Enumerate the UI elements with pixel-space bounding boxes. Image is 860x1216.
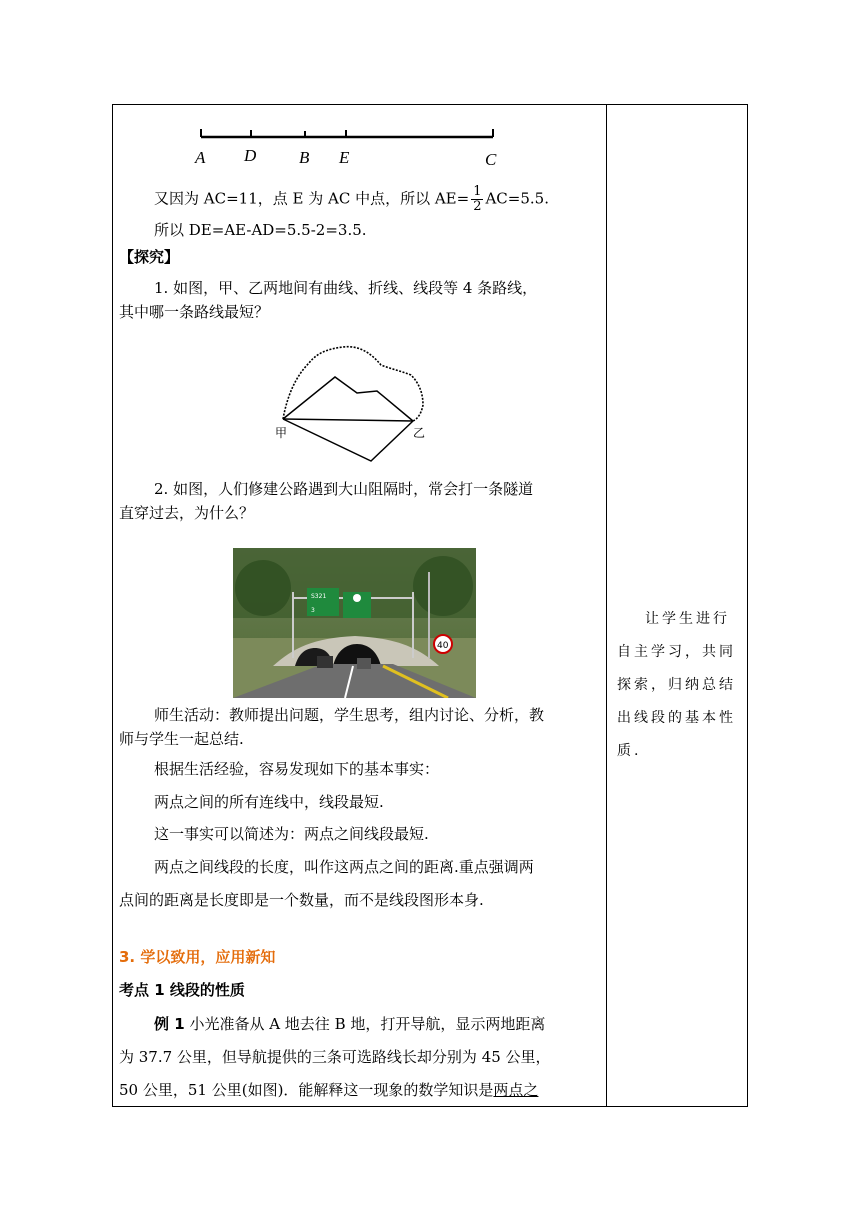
label-e: E (339, 148, 350, 167)
activity-line-2: 师与学生一起总结. (119, 730, 244, 748)
kaodian-heading: 考点 1 线段的性质 (119, 981, 245, 999)
car-1 (317, 656, 333, 668)
example-text-3: 50 公里，51 公里(如图)．能解释这一现象的数学知识是 (119, 1081, 494, 1099)
fact-statement-1: 两点之间的所有连线中，线段最短. (154, 793, 384, 811)
car-2 (357, 658, 371, 669)
question-2-line-2: 直穿过去，为什么？ (119, 504, 255, 522)
example-line-2: 为 37.7 公里，但导航提供的三条可选路线长却分别为 45 公里， (119, 1048, 551, 1066)
question-1-line-2: 其中哪一条路线最短？ (119, 303, 270, 321)
explore-heading: 【探究】 (119, 248, 180, 266)
distance-line-1: 两点之间线段的长度，叫作这两点之间的距离.重点强调两 (154, 858, 534, 876)
solution-text-a: 又因为 AC=11，点 E 为 AC 中点，所以 AE= (154, 189, 470, 208)
routes-figure (273, 341, 433, 465)
label-yi: 乙 (413, 426, 426, 440)
tree-left (235, 560, 291, 616)
speed-limit-value: 40 (437, 641, 449, 651)
tree-right (413, 556, 473, 616)
label-jia: 甲 (275, 426, 288, 440)
curve-route (283, 347, 423, 421)
question-1-line-1: 1. 如图，甲、乙两地间有曲线、折线、线段等 4 条路线， (154, 279, 538, 297)
straight-route (283, 419, 413, 421)
main-column (113, 105, 606, 1106)
sign-number: 3 (311, 607, 315, 614)
example-text-1: 小光准备从 A 地去往 B 地，打开导航，显示两地距离 (184, 1015, 546, 1033)
lesson-table (112, 104, 748, 1107)
activity-line-1: 师生活动：教师提出问题，学生思考，组内讨论、分析，教 (154, 706, 545, 724)
fraction-half (471, 185, 483, 214)
example-label: 例 1 (154, 1015, 185, 1033)
solution-line-1 (154, 185, 638, 214)
segment-figure (193, 119, 503, 167)
fraction-denominator: 2 (473, 199, 482, 214)
solution-line-2: 所以 DE=AE-AD=5.5-2=3.5. (154, 221, 367, 239)
question-2-line-1: 2. 如图，人们修建公路遇到大山阻隔时，常会打一条隧道 (154, 480, 534, 498)
tunnel-photo (233, 548, 476, 698)
side-column (607, 105, 748, 1106)
label-c: C (485, 150, 497, 167)
section-3-heading: 3. 学以致用，应用新知 (119, 948, 276, 966)
solution-text-b: AC=5.5. (485, 189, 549, 208)
fact-statement-2: 这一事实可以简述为：两点之间线段最短. (154, 825, 429, 843)
sign-circle (353, 594, 361, 602)
label-d: D (244, 146, 257, 165)
polyline-route (283, 377, 413, 421)
lower-route (283, 419, 413, 461)
fact-intro: 根据生活经验，容易发现如下的基本事实： (154, 760, 440, 778)
sign-code: S321 (311, 593, 327, 600)
side-note: 让学生进行自主学习，共同探索，归纳总结出线段的基本性质. (617, 611, 736, 759)
label-b: B (299, 148, 310, 167)
label-a: A (195, 148, 206, 167)
fraction-numerator: 1 (473, 184, 482, 199)
distance-line-2: 点间的距离是长度即是一个数量，而不是线段图形本身. (119, 891, 484, 909)
example-line-1 (154, 1013, 638, 1036)
example-line-3 (119, 1079, 603, 1102)
example-answer-underlined: 两点之 (493, 1081, 539, 1099)
